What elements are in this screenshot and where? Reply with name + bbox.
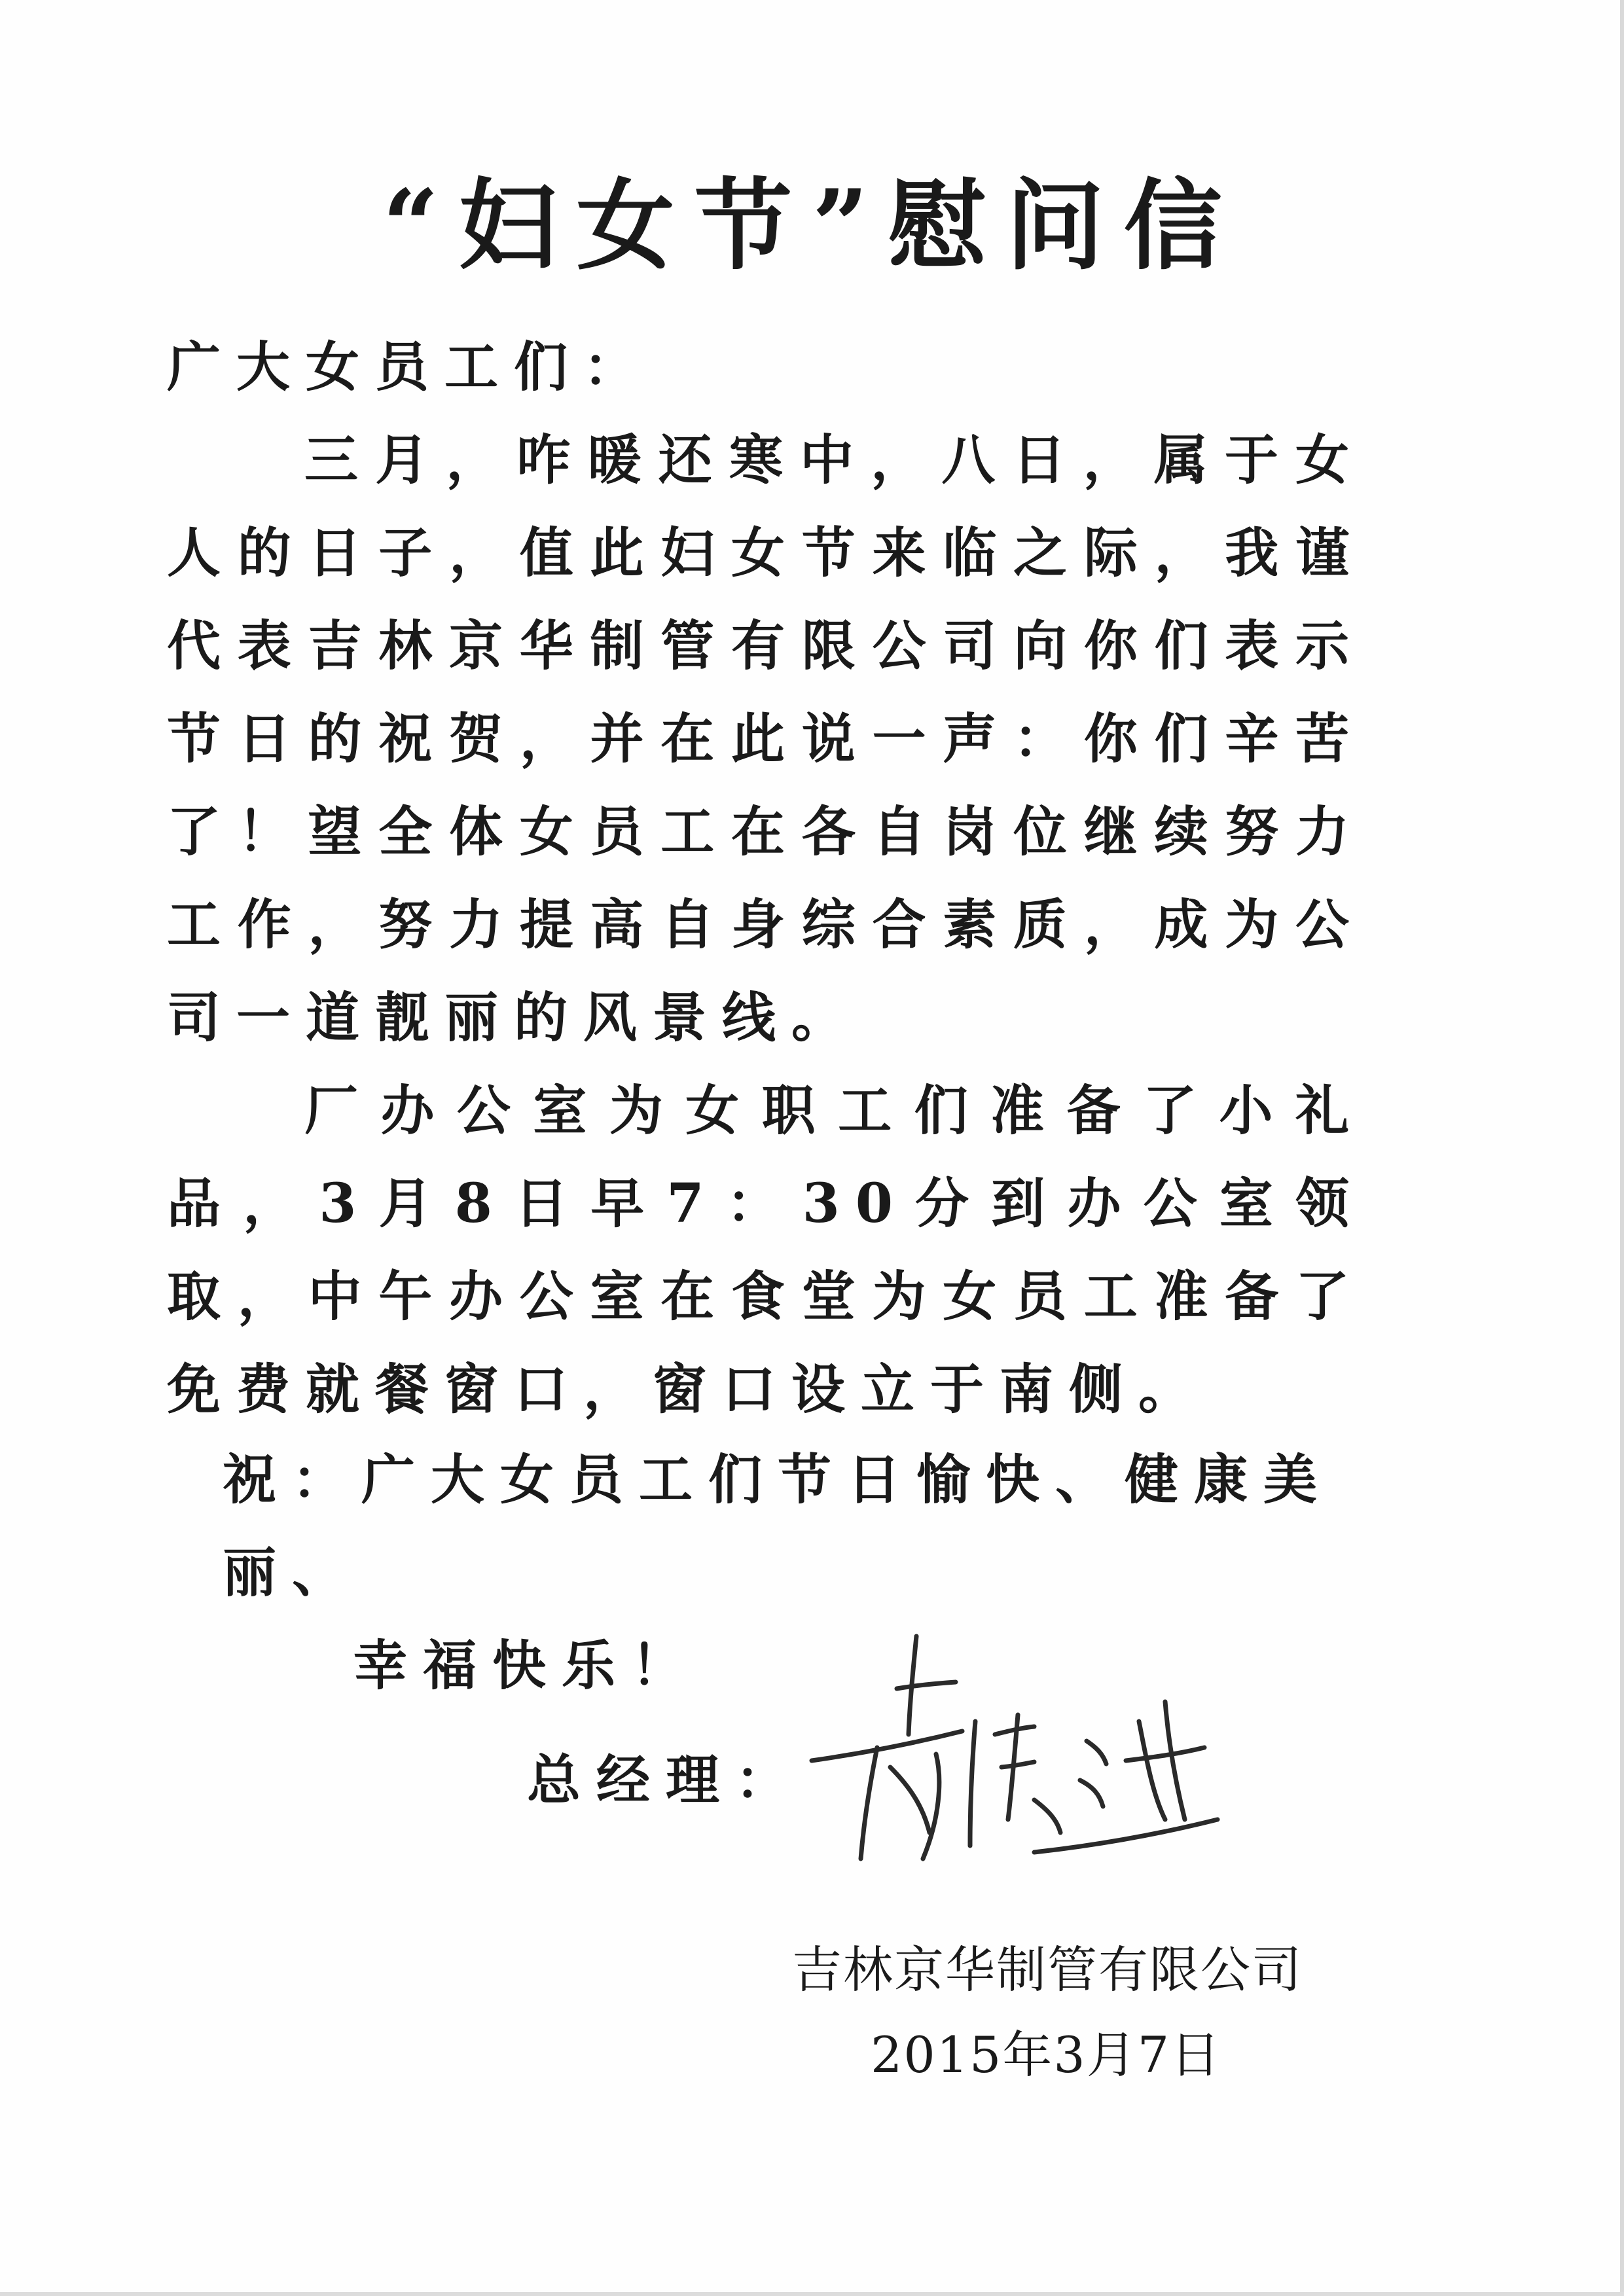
paragraph-2: 厂办公室为女职工们准备了小礼品，3月8日早7：30分到办公室领取，中午办公室在食堂为女员工准备了免费就餐窗口，窗口设立于南侧。 xyxy=(167,1079,1365,1421)
salutation: 广大女员工们： xyxy=(167,336,653,399)
letter-date: 2015年3月7日 xyxy=(871,2026,1222,2084)
company-name: 吉林京华制管有限公司 xyxy=(792,1941,1303,1999)
wish-line-1: 祝：广大女员工们节日愉快、健康美丽、 xyxy=(223,1448,1333,1604)
letter-title: “妇女节”慰问信 xyxy=(382,168,1242,283)
general-manager-label: 总经理： xyxy=(527,1749,805,1812)
handwritten-signature xyxy=(799,1623,1244,1898)
scan-bottom-edge xyxy=(0,2292,1624,2296)
letter-body xyxy=(167,321,1365,1436)
wish-line-2: 幸福快乐！ xyxy=(353,1634,701,1697)
scan-edge xyxy=(1620,0,1624,2296)
paragraph-1: 三月，咋暖还寒中，八日，属于女人的日子，值此妇女节来临之际，我谨代表吉林京华制管有限公司向你们表示节日的祝贺，并在此说一声：你们辛苦了！望全体女员工在各自岗位继续努力工作，努力提高自身综合素质，成为公司一道靓丽的风景线。 xyxy=(167,429,1365,1049)
